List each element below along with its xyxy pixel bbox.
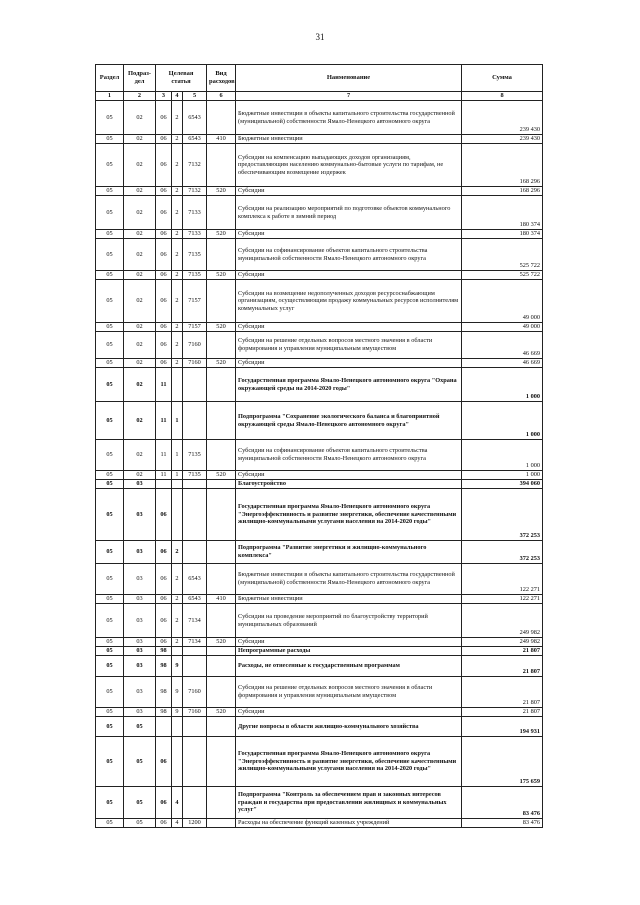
cell-cs-program: 11 [156,368,172,402]
cell-cs-program: 06 [156,541,172,564]
cell-podrazdel: 05 [124,819,156,828]
cell-cs-program: 98 [156,677,172,708]
cell-razdel: 05 [96,737,124,787]
cell-cs-program: 06 [156,595,172,604]
cell-cs-program: 06 [156,819,172,828]
cell-cs-program: 98 [156,656,172,677]
header-naimenovanie: Наименование [236,65,462,92]
cell-cs-subprogram: 2 [172,638,183,647]
cell-razdel: 05 [96,323,124,332]
cell-cs-program [156,717,172,737]
cell-cs-program: 06 [156,332,172,359]
cell-cs-program: 11 [156,402,172,440]
cell-vid-rashodov [207,280,236,323]
cell-cs-subprogram: 9 [172,708,183,717]
cell-summa: 49 000 [462,280,543,323]
cell-summa: 21 807 [462,656,543,677]
cell-naimenovanie: Бюджетные инвестиции в объекты капитального строительства государственной (муниципальной) собственности Ямало-Ненецкого автономного округа [236,564,462,595]
cell-cs-direction: 7133 [183,196,207,230]
cell-naimenovanie: Бюджетные инвестиции [236,595,462,604]
cell-cs-subprogram [172,717,183,737]
table-row [96,677,543,708]
cell-summa: 394 060 [462,480,543,489]
cell-podrazdel: 03 [124,677,156,708]
cell-naimenovanie: Расходы, не отнесенные к государственным программам [236,656,462,677]
cell-razdel: 05 [96,471,124,480]
cell-podrazdel: 02 [124,239,156,271]
cell-naimenovanie: Субсидии [236,323,462,332]
cell-vid-rashodov [207,604,236,638]
table-row [96,480,543,489]
cell-cs-direction: 7157 [183,323,207,332]
cell-podrazdel: 02 [124,359,156,368]
cell-summa: 21 807 [462,708,543,717]
cell-cs-direction [183,541,207,564]
cell-vid-rashodov [207,480,236,489]
cell-cs-direction: 7135 [183,471,207,480]
cell-podrazdel: 02 [124,368,156,402]
cell-cs-program: 06 [156,489,172,541]
cell-cs-program: 98 [156,708,172,717]
cell-cs-direction: 7160 [183,332,207,359]
cell-razdel: 05 [96,541,124,564]
cell-summa: 122 271 [462,595,543,604]
cell-cs-program: 06 [156,323,172,332]
cell-razdel: 05 [96,480,124,489]
cell-naimenovanie: Субсидии на компенсацию выпадающих доходов организациям, предоставляющим населению коммунально-бытовые услуги по тарифам, не обеспечивающим возмещение издержек [236,144,462,187]
cell-cs-direction: 6543 [183,101,207,135]
cell-vid-rashodov [207,144,236,187]
header-razdel: Раздел [96,65,124,92]
cell-cs-subprogram: 1 [172,402,183,440]
cell-podrazdel: 03 [124,604,156,638]
table-row [96,368,543,402]
cell-podrazdel: 03 [124,647,156,656]
cell-summa: 49 000 [462,323,543,332]
table-row [96,323,543,332]
cell-vid-rashodov [207,332,236,359]
cell-cs-direction: 1200 [183,819,207,828]
cell-summa: 21 807 [462,677,543,708]
cell-naimenovanie: Субсидии на реализацию мероприятий по подготовке объектов коммунального комплекса к работе в зимний период [236,196,462,230]
cell-podrazdel: 03 [124,656,156,677]
header-summa: Сумма [462,65,543,92]
cell-summa: 249 982 [462,638,543,647]
cell-naimenovanie: Субсидии [236,359,462,368]
cell-razdel: 05 [96,144,124,187]
cell-podrazdel: 02 [124,280,156,323]
cell-vid-rashodov [207,564,236,595]
cell-razdel: 05 [96,604,124,638]
cell-summa: 1 000 [462,368,543,402]
cell-cs-subprogram: 2 [172,101,183,135]
cell-naimenovanie: Субсидии на софинансирование объектов капитального строительства муниципальной собственности Ямало-Ненецкого автономного округа [236,239,462,271]
cell-summa: 180 374 [462,196,543,230]
cell-razdel: 05 [96,101,124,135]
cell-vid-rashodov [207,489,236,541]
cell-podrazdel: 02 [124,187,156,196]
cell-cs-program: 06 [156,271,172,280]
cell-naimenovanie: Субсидии [236,708,462,717]
table-row [96,717,543,737]
cell-summa: 372 253 [462,489,543,541]
cell-podrazdel: 02 [124,471,156,480]
cell-vid-rashodov [207,402,236,440]
table-row [96,187,543,196]
cell-cs-program: 06 [156,787,172,819]
cell-cs-subprogram: 1 [172,440,183,471]
cell-vid-rashodov: 410 [207,135,236,144]
cell-summa: 525 722 [462,239,543,271]
cell-cs-direction: 7134 [183,604,207,638]
cell-cs-direction: 6543 [183,595,207,604]
cell-vid-rashodov [207,196,236,230]
cell-naimenovanie: Бюджетные инвестиции в объекты капитального строительства государственной (муниципальной) собственности Ямало-Ненецкого автономного округа [236,101,462,135]
cell-razdel: 05 [96,819,124,828]
cell-cs-program: 06 [156,230,172,239]
table-row [96,239,543,271]
table-row [96,647,543,656]
cell-cs-subprogram: 2 [172,564,183,595]
cell-summa: 1 000 [462,471,543,480]
cell-cs-subprogram: 1 [172,471,183,480]
cell-podrazdel: 03 [124,480,156,489]
table-row [96,737,543,787]
cell-vid-rashodov [207,101,236,135]
cell-cs-program: 06 [156,144,172,187]
cell-cs-program: 06 [156,280,172,323]
cell-cs-direction: 7160 [183,359,207,368]
cell-razdel: 05 [96,280,124,323]
cell-razdel: 05 [96,239,124,271]
cell-podrazdel: 02 [124,332,156,359]
column-number: 7 [236,92,462,101]
table-row [96,819,543,828]
cell-cs-subprogram: 2 [172,144,183,187]
cell-cs-program: 06 [156,604,172,638]
cell-vid-rashodov: 520 [207,359,236,368]
cell-cs-direction [183,368,207,402]
cell-cs-direction: 7133 [183,230,207,239]
cell-naimenovanie: Государственная программа Ямало-Ненецкого автономного округа "Энергоэффективность и развитие энергетики, обеспечение качественными жилищно-коммунальными услугами населения на 2014-2020 годы" [236,737,462,787]
cell-vid-rashodov: 520 [207,230,236,239]
cell-cs-direction [183,717,207,737]
budget-table [95,64,543,828]
cell-naimenovanie: Субсидии на проведение мероприятий по благоустройству территорий муниципальных образований [236,604,462,638]
cell-cs-direction [183,737,207,787]
cell-cs-direction [183,480,207,489]
cell-summa: 122 271 [462,564,543,595]
cell-cs-subprogram: 2 [172,595,183,604]
cell-cs-program: 06 [156,135,172,144]
cell-podrazdel: 05 [124,717,156,737]
cell-cs-subprogram: 2 [172,604,183,638]
cell-cs-direction: 7157 [183,280,207,323]
cell-razdel: 05 [96,638,124,647]
cell-cs-subprogram: 2 [172,541,183,564]
cell-cs-subprogram: 2 [172,332,183,359]
cell-cs-subprogram: 4 [172,787,183,819]
table-row [96,332,543,359]
cell-razdel: 05 [96,717,124,737]
table-row [96,541,543,564]
cell-cs-direction [183,402,207,440]
cell-summa: 372 253 [462,541,543,564]
cell-cs-direction: 7135 [183,440,207,471]
column-number-row [96,92,543,101]
cell-razdel: 05 [96,595,124,604]
column-number: 1 [96,92,124,101]
cell-summa: 249 982 [462,604,543,638]
cell-cs-direction: 7132 [183,144,207,187]
table-row [96,144,543,187]
cell-cs-direction: 7134 [183,638,207,647]
cell-summa: 83 476 [462,787,543,819]
cell-razdel: 05 [96,440,124,471]
cell-podrazdel: 02 [124,271,156,280]
cell-summa: 239 430 [462,135,543,144]
cell-naimenovanie: Непрограммные расходы [236,647,462,656]
cell-razdel: 05 [96,230,124,239]
cell-vid-rashodov: 520 [207,323,236,332]
cell-summa: 194 931 [462,717,543,737]
column-number: 2 [124,92,156,101]
cell-cs-direction [183,656,207,677]
cell-cs-subprogram: 4 [172,819,183,828]
header-podrazdel: Подраз- дел [124,65,156,92]
cell-cs-subprogram: 2 [172,135,183,144]
cell-cs-program: 06 [156,564,172,595]
cell-razdel: 05 [96,402,124,440]
cell-vid-rashodov [207,440,236,471]
cell-cs-subprogram: 9 [172,677,183,708]
cell-cs-program: 06 [156,638,172,647]
column-number: 3 [156,92,172,101]
cell-podrazdel: 02 [124,196,156,230]
cell-cs-direction: 7135 [183,239,207,271]
cell-cs-program: 06 [156,196,172,230]
cell-vid-rashodov [207,717,236,737]
cell-summa: 239 430 [462,101,543,135]
table-row [96,230,543,239]
table-row [96,402,543,440]
cell-cs-subprogram: 2 [172,230,183,239]
cell-razdel: 05 [96,708,124,717]
cell-razdel: 05 [96,564,124,595]
cell-naimenovanie: Государственная программа Ямало-Ненецкого автономного округа "Энергоэффективность и развитие энергетики, обеспечение качественными жилищно-коммунальными услугами населения на 2014-2020 годы" [236,489,462,541]
page-number: 31 [315,32,325,42]
cell-naimenovanie: Субсидии на возмещение недополученных доходов ресурсоснабжающим организациям, осуществляющим продажу коммунальных ресурсов исполнителям коммунальных услуг [236,280,462,323]
cell-cs-program: 06 [156,187,172,196]
cell-summa: 21 807 [462,647,543,656]
table-row [96,564,543,595]
cell-cs-program: 06 [156,239,172,271]
cell-cs-program: 11 [156,440,172,471]
table-row [96,440,543,471]
cell-podrazdel: 02 [124,230,156,239]
cell-razdel: 05 [96,135,124,144]
cell-razdel: 05 [96,787,124,819]
cell-naimenovanie: Подпрограмма "Контроль за обеспечением прав и законных интересов граждан и государства при предоставлении жилищных и коммунальных услуг" [236,787,462,819]
cell-cs-subprogram: 2 [172,187,183,196]
table-row [96,101,543,135]
cell-cs-subprogram [172,647,183,656]
cell-cs-program: 98 [156,647,172,656]
cell-summa: 1 000 [462,440,543,471]
cell-razdel: 05 [96,647,124,656]
cell-naimenovanie: Субсидии [236,271,462,280]
cell-cs-subprogram [172,489,183,541]
cell-razdel: 05 [96,359,124,368]
cell-vid-rashodov: 520 [207,638,236,647]
header-vid-rashodov: Вид расходов [207,65,236,92]
table-body [96,101,543,828]
cell-cs-program: 11 [156,471,172,480]
column-number: 8 [462,92,543,101]
table-row [96,708,543,717]
cell-cs-program: 06 [156,359,172,368]
cell-cs-subprogram: 2 [172,239,183,271]
cell-podrazdel: 02 [124,101,156,135]
cell-podrazdel: 02 [124,402,156,440]
cell-cs-direction: 7132 [183,187,207,196]
cell-cs-direction: 7135 [183,271,207,280]
cell-podrazdel: 03 [124,564,156,595]
table-row [96,638,543,647]
cell-cs-program: 06 [156,737,172,787]
cell-summa: 525 722 [462,271,543,280]
cell-summa: 46 669 [462,359,543,368]
cell-vid-rashodov [207,787,236,819]
cell-naimenovanie: Субсидии [236,638,462,647]
cell-cs-direction [183,489,207,541]
cell-cs-direction [183,647,207,656]
cell-vid-rashodov [207,368,236,402]
cell-podrazdel: 02 [124,440,156,471]
column-number: 4 [172,92,183,101]
cell-summa: 1 000 [462,402,543,440]
cell-naimenovanie: Субсидии на решение отдельных вопросов местного значения в области формирования и управления муниципальным имуществом [236,332,462,359]
cell-cs-direction: 7160 [183,677,207,708]
table-row [96,595,543,604]
cell-cs-subprogram: 2 [172,196,183,230]
header-row [96,65,543,92]
cell-vid-rashodov [207,656,236,677]
cell-naimenovanie: Субсидии [236,230,462,239]
cell-podrazdel: 03 [124,708,156,717]
cell-naimenovanie: Благоустройство [236,480,462,489]
cell-cs-direction [183,787,207,819]
cell-vid-rashodov: 520 [207,271,236,280]
cell-cs-subprogram: 2 [172,323,183,332]
column-number: 6 [207,92,236,101]
cell-cs-direction: 7160 [183,708,207,717]
cell-cs-direction: 6543 [183,564,207,595]
cell-cs-subprogram: 2 [172,271,183,280]
cell-naimenovanie: Другие вопросы в области жилищно-коммунального хозяйства [236,717,462,737]
cell-vid-rashodov [207,677,236,708]
table-row [96,359,543,368]
header-celevaya-statya: Целевая статья [156,65,207,92]
table-row [96,271,543,280]
table-row [96,135,543,144]
cell-razdel: 05 [96,677,124,708]
cell-podrazdel: 03 [124,638,156,647]
cell-cs-subprogram: 2 [172,280,183,323]
cell-naimenovanie: Государственная программа Ямало-Ненецкого автономного округа "Охрана окружающей среды на 2014-2020 годы" [236,368,462,402]
cell-razdel: 05 [96,187,124,196]
cell-vid-rashodov [207,737,236,787]
cell-cs-subprogram: 9 [172,656,183,677]
cell-podrazdel: 03 [124,489,156,541]
cell-naimenovanie: Субсидии на решение отдельных вопросов местного значения в области формирования и управления муниципальным имуществом [236,677,462,708]
cell-vid-rashodov [207,239,236,271]
cell-vid-rashodov [207,647,236,656]
table-row [96,196,543,230]
cell-vid-rashodov [207,819,236,828]
cell-summa: 168 296 [462,144,543,187]
cell-cs-subprogram [172,480,183,489]
table-row [96,604,543,638]
cell-podrazdel: 02 [124,135,156,144]
cell-podrazdel: 02 [124,144,156,187]
cell-podrazdel: 03 [124,595,156,604]
cell-podrazdel: 03 [124,541,156,564]
cell-vid-rashodov: 520 [207,708,236,717]
cell-summa: 180 374 [462,230,543,239]
table-row [96,471,543,480]
cell-naimenovanie: Субсидии [236,471,462,480]
cell-razdel: 05 [96,332,124,359]
cell-cs-direction: 6543 [183,135,207,144]
cell-summa: 83 476 [462,819,543,828]
cell-razdel: 05 [96,368,124,402]
cell-summa: 168 296 [462,187,543,196]
cell-cs-subprogram: 2 [172,359,183,368]
table-row [96,489,543,541]
cell-naimenovanie: Субсидии [236,187,462,196]
cell-cs-program: 06 [156,101,172,135]
table-row [96,280,543,323]
cell-summa: 46 669 [462,332,543,359]
cell-vid-rashodov: 520 [207,471,236,480]
column-number: 5 [183,92,207,101]
cell-cs-subprogram [172,368,183,402]
cell-naimenovanie: Бюджетные инвестиции [236,135,462,144]
cell-naimenovanie: Расходы на обеспечение функций казенных учреждений [236,819,462,828]
table-row [96,787,543,819]
cell-razdel: 05 [96,656,124,677]
cell-podrazdel: 02 [124,323,156,332]
cell-cs-subprogram [172,737,183,787]
cell-vid-rashodov: 520 [207,187,236,196]
cell-naimenovanie: Подпрограмма "Развитие энергетики и жилищно-коммунального комплекса" [236,541,462,564]
table-row [96,656,543,677]
cell-naimenovanie: Подпрограмма "Сохранение экологического баланса и благоприятной окружающей среды Ямало-Ненецкого автономного округа" [236,402,462,440]
cell-razdel: 05 [96,196,124,230]
cell-vid-rashodov [207,541,236,564]
cell-vid-rashodov: 410 [207,595,236,604]
cell-summa: 175 659 [462,737,543,787]
cell-naimenovanie: Субсидии на софинансирование объектов капитального строительства муниципальной собственности Ямало-Ненецкого автономного округа [236,440,462,471]
cell-razdel: 05 [96,489,124,541]
cell-podrazdel: 05 [124,787,156,819]
cell-cs-program [156,480,172,489]
cell-razdel: 05 [96,271,124,280]
cell-podrazdel: 05 [124,737,156,787]
